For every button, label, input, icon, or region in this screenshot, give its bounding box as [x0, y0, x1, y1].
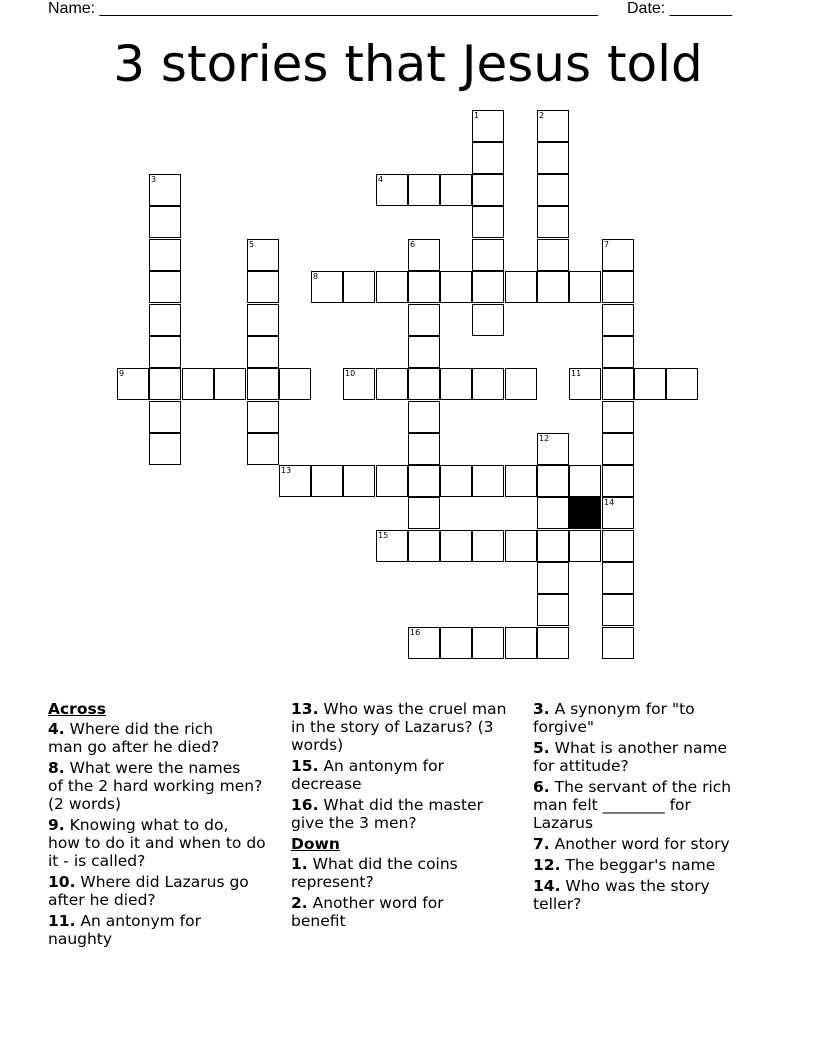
grid-cell[interactable] — [343, 368, 375, 400]
grid-cell[interactable] — [408, 497, 440, 529]
clue-number: 13 — [281, 466, 292, 475]
grid-cell[interactable] — [376, 465, 408, 497]
grid-cell[interactable] — [376, 368, 408, 400]
grid-cell[interactable] — [537, 174, 569, 206]
grid-cell[interactable] — [149, 271, 181, 303]
clue: 5. What is another name for attitude? — [533, 739, 728, 775]
grid-cell[interactable] — [537, 627, 569, 659]
grid-cell[interactable] — [569, 530, 601, 562]
clue: 4. Where did the rich man go after he died? — [48, 720, 220, 756]
grid-cell[interactable] — [149, 336, 181, 368]
clue-num: 1. — [291, 855, 308, 873]
grid-cell[interactable] — [247, 271, 279, 303]
name-field-label: Name: ________________________________________________________ — [48, 0, 598, 17]
grid-cell[interactable] — [376, 530, 408, 562]
clue: 16. What did the master give the 3 men? — [291, 796, 483, 832]
grid-cell[interactable] — [472, 530, 504, 562]
grid-cell[interactable] — [602, 530, 634, 562]
grid-cell[interactable] — [408, 336, 440, 368]
clue: 15. An antonym for decrease — [291, 757, 444, 793]
grid-cell[interactable] — [472, 110, 504, 142]
grid-cell[interactable] — [602, 433, 634, 465]
grid-cell[interactable] — [376, 271, 408, 303]
grid-cell[interactable] — [537, 433, 569, 465]
grid-cell[interactable] — [472, 239, 504, 271]
clue-num: 10. — [48, 873, 76, 891]
clue-num: 11. — [48, 912, 76, 930]
clue-num: 2. — [291, 894, 308, 912]
clue: 1. What did the coins represent? — [291, 855, 458, 891]
clue-num: 8. — [48, 759, 65, 777]
clue-num: 14. — [533, 877, 561, 895]
grid-cell[interactable] — [247, 239, 279, 271]
grid-cell[interactable] — [666, 368, 698, 400]
grid-cell[interactable] — [472, 465, 504, 497]
grid-cell[interactable] — [569, 271, 601, 303]
grid-cell[interactable] — [537, 239, 569, 271]
grid-cell[interactable] — [149, 401, 181, 433]
clue-number: 7 — [604, 240, 610, 249]
clue-number: 5 — [249, 240, 255, 249]
grid-cell[interactable] — [440, 271, 472, 303]
clue: 9. Knowing what to do, how to do it and when to do it - is called? — [48, 816, 266, 870]
grid-cell[interactable] — [505, 530, 537, 562]
clue: 14. Who was the story teller? — [533, 877, 710, 913]
clue-number: 10 — [345, 369, 356, 378]
grid-cell[interactable] — [537, 594, 569, 626]
clue-number: 12 — [539, 434, 550, 443]
grid-cell[interactable] — [440, 174, 472, 206]
clue: 2. Another word for benefit — [291, 894, 444, 930]
grid-cell[interactable] — [149, 239, 181, 271]
grid-cell[interactable] — [440, 368, 472, 400]
grid-cell[interactable] — [408, 627, 440, 659]
grid-cell[interactable] — [537, 530, 569, 562]
grid-cell[interactable] — [602, 401, 634, 433]
grid-cell[interactable] — [247, 368, 279, 400]
clue-num: 12. — [533, 856, 561, 874]
grid-cell[interactable] — [537, 562, 569, 594]
grid-cell[interactable] — [602, 497, 634, 529]
grid-cell[interactable] — [408, 368, 440, 400]
grid-cell[interactable] — [311, 271, 343, 303]
grid-cell[interactable] — [472, 627, 504, 659]
clue-num: 16. — [291, 796, 319, 814]
grid-cell[interactable] — [537, 142, 569, 174]
clues-column-1 — [48, 700, 284, 951]
clue-num: 9. — [48, 816, 65, 834]
grid-cell[interactable] — [149, 433, 181, 465]
grid-cell[interactable] — [472, 206, 504, 238]
grid-cell[interactable] — [279, 465, 311, 497]
grid-cell[interactable] — [472, 368, 504, 400]
clue-num: 5. — [533, 739, 550, 757]
grid-cell[interactable] — [247, 433, 279, 465]
grid-cell[interactable] — [408, 530, 440, 562]
grid-cell[interactable] — [602, 627, 634, 659]
grid-cell[interactable] — [376, 174, 408, 206]
grid-cell[interactable] — [247, 336, 279, 368]
grid-cell[interactable] — [472, 174, 504, 206]
date-field-label: Date: _______ — [627, 0, 732, 17]
grid-cell[interactable] — [505, 627, 537, 659]
clue-number: 11 — [571, 369, 582, 378]
grid-cell[interactable] — [537, 110, 569, 142]
clue: 7. Another word for story — [533, 835, 730, 853]
clue: 12. The beggar's name — [533, 856, 716, 874]
clue-number: 9 — [119, 369, 125, 378]
grid-cell[interactable] — [247, 304, 279, 336]
grid-cell[interactable] — [149, 206, 181, 238]
grid-cell[interactable] — [408, 433, 440, 465]
clue: 10. Where did Lazarus go after he died? — [48, 873, 249, 909]
grid-cell[interactable] — [247, 401, 279, 433]
grid-cell[interactable] — [440, 627, 472, 659]
grid-cell[interactable] — [408, 304, 440, 336]
clue: 8. What were the names of the 2 hard working men? (2 words) — [48, 759, 263, 813]
clue-number: 4 — [378, 175, 384, 184]
clue: 11. An antonym for naughty — [48, 912, 201, 948]
grid-cell[interactable] — [472, 142, 504, 174]
grid-cell[interactable] — [602, 239, 634, 271]
grid-cell[interactable] — [408, 271, 440, 303]
clue: 3. A synonym for "to forgive" — [533, 700, 695, 736]
clue-num: 3. — [533, 700, 550, 718]
grid-cell[interactable] — [602, 304, 634, 336]
grid-cell[interactable] — [117, 368, 149, 400]
grid-cell[interactable] — [408, 239, 440, 271]
grid-cell[interactable] — [505, 271, 537, 303]
clues-column-3 — [533, 700, 773, 916]
page-title: 3 stories that Jesus told — [113, 35, 703, 93]
grid-cell[interactable] — [279, 368, 311, 400]
grid-cell[interactable] — [602, 368, 634, 400]
clue-number: 14 — [604, 498, 615, 507]
grid-cell[interactable] — [440, 465, 472, 497]
grid-cell[interactable] — [537, 465, 569, 497]
grid-cell[interactable] — [408, 401, 440, 433]
blocked-cell — [569, 497, 601, 529]
grid-cell[interactable] — [602, 271, 634, 303]
across-heading: Across — [48, 700, 106, 718]
grid-cell[interactable] — [602, 562, 634, 594]
grid-cell[interactable] — [311, 465, 343, 497]
grid-cell[interactable] — [343, 271, 375, 303]
grid-cell[interactable] — [408, 174, 440, 206]
clue-num: 4. — [48, 720, 65, 738]
grid-cell[interactable] — [182, 368, 214, 400]
clue: 13. Who was the cruel man in the story of Lazarus? (3 words) — [291, 700, 507, 754]
clue-number: 16 — [410, 628, 421, 637]
clue-number: 3 — [151, 175, 157, 184]
grid-cell[interactable] — [149, 368, 181, 400]
clue-num: 6. — [533, 778, 550, 796]
grid-cell[interactable] — [472, 304, 504, 336]
clue-num: 15. — [291, 757, 319, 775]
grid-cell[interactable] — [343, 465, 375, 497]
clue-number: 1 — [474, 111, 480, 120]
grid-cell[interactable] — [602, 336, 634, 368]
grid-cell[interactable] — [602, 594, 634, 626]
grid-cell[interactable] — [149, 304, 181, 336]
grid-cell[interactable] — [440, 530, 472, 562]
grid-cell[interactable] — [537, 206, 569, 238]
grid-cell[interactable] — [537, 271, 569, 303]
clue-number: 2 — [539, 111, 545, 120]
grid-cell[interactable] — [408, 465, 440, 497]
clue-num: 13. — [291, 700, 319, 718]
grid-cell[interactable] — [602, 465, 634, 497]
clue-number: 8 — [313, 272, 319, 281]
grid-cell[interactable] — [214, 368, 246, 400]
grid-cell[interactable] — [149, 174, 181, 206]
grid-cell[interactable] — [505, 368, 537, 400]
grid-cell[interactable] — [537, 497, 569, 529]
grid-cell[interactable] — [569, 368, 601, 400]
grid-cell[interactable] — [634, 368, 666, 400]
grid-cell[interactable] — [569, 465, 601, 497]
down-heading: Down — [291, 835, 340, 853]
clue-num: 7. — [533, 835, 550, 853]
grid-cell[interactable] — [472, 271, 504, 303]
clue: 6. The servant of the rich man felt ________ for Lazarus — [533, 778, 732, 832]
clue-number: 6 — [410, 240, 416, 249]
clues-column-2 — [291, 700, 527, 933]
clue-number: 15 — [378, 531, 389, 540]
grid-cell[interactable] — [505, 465, 537, 497]
